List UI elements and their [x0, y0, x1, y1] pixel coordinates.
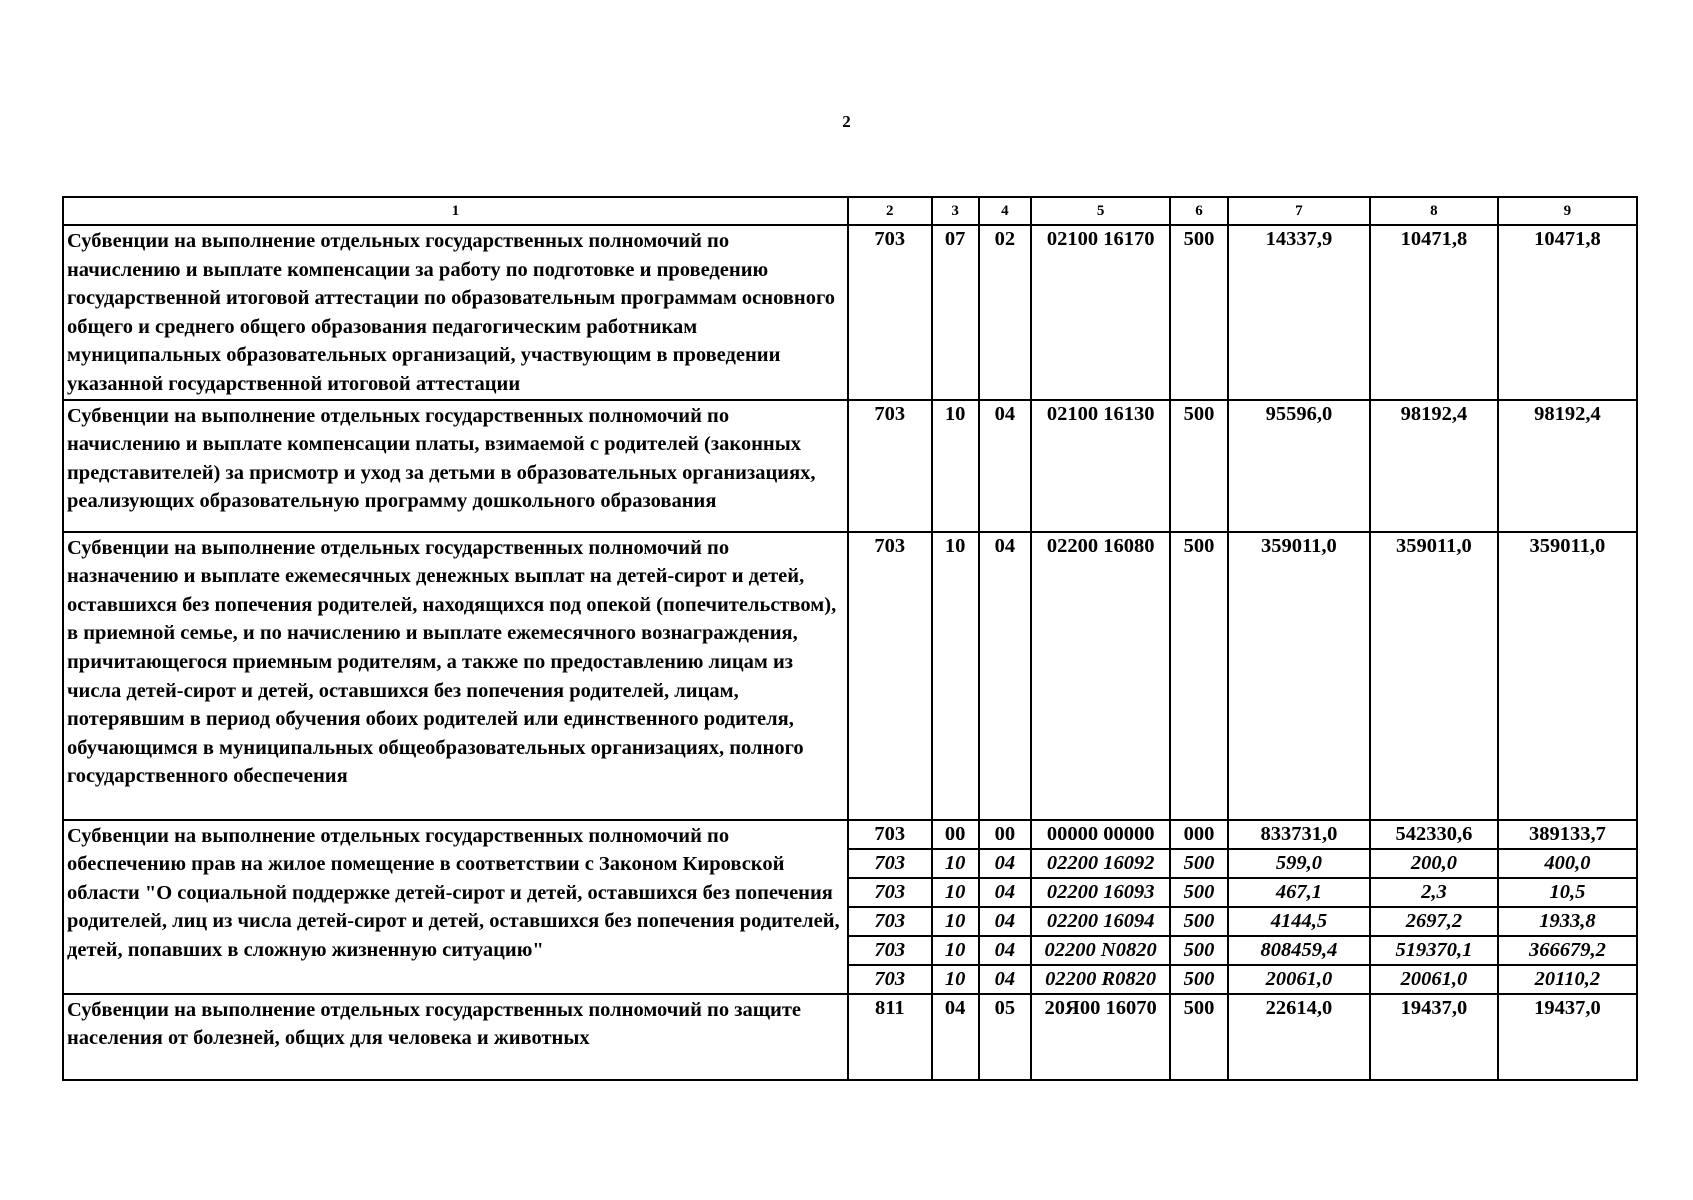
cell-amount-7: 95596,0 [1228, 400, 1370, 532]
cell-section: 10 [932, 936, 979, 965]
cell-expense-type: 500 [1170, 965, 1228, 994]
cell-admin-code: 703 [848, 878, 932, 907]
cell-amount-8: 19437,0 [1370, 994, 1498, 1080]
cell-amount-9: 1933,8 [1498, 907, 1637, 936]
cell-amount-8: 20061,0 [1370, 965, 1498, 994]
table-row [63, 994, 1637, 1080]
cell-section: 07 [932, 225, 979, 400]
cell-admin-code: 703 [848, 907, 932, 936]
cell-amount-8: 2697,2 [1370, 907, 1498, 936]
column-number: 6 [1170, 197, 1228, 225]
cell-expense-type: 500 [1170, 907, 1228, 936]
cell-target-article: 02100 16130 [1031, 400, 1170, 532]
column-number: 4 [979, 197, 1031, 225]
cell-subsection: 02 [979, 225, 1031, 400]
cell-section: 10 [932, 532, 979, 820]
cell-amount-7: 20061,0 [1228, 965, 1370, 994]
cell-expense-type: 500 [1170, 532, 1228, 820]
row-description: Субвенции на выполнение отдельных государственных полномочий по назначению и выплате ежемесячных денежных выплат на детей-сирот и детей, оставшихся без попечения родителей, находящихся под опекой (попечительством), в приемной семье, и по начислению и выплате ежемесячного вознаграждения, причитающегося приемным родителям, а также по предоставлению лицам из числа детей-сирот и детей, оставшихся без попечения родителей, лицам, потерявшим в период обучения обоих родителей или единственного родителя, обучающимся в муниципальных общеобразовательных организациях, полного государственного обеспечения [63, 532, 848, 820]
cell-target-article: 00000 00000 [1031, 820, 1170, 849]
cell-amount-8: 519370,1 [1370, 936, 1498, 965]
row-description: Субвенции на выполнение отдельных государственных полномочий по обеспечению прав на жилое помещение в соответствии с Законом Кировской области "О социальной поддержке детей-сирот и детей, оставшихся без попечения родителей, лиц из числа детей-сирот и детей, оставшихся без попечения родителей, детей, попавших в сложную жизненную ситуацию" [63, 820, 848, 994]
cell-expense-type: 500 [1170, 849, 1228, 878]
cell-subsection: 04 [979, 532, 1031, 820]
cell-admin-code: 703 [848, 936, 932, 965]
table-row [63, 532, 1637, 820]
column-number: 3 [932, 197, 979, 225]
cell-subsection: 00 [979, 820, 1031, 849]
page-number: 2 [842, 112, 851, 131]
cell-target-article: 02200 N0820 [1031, 936, 1170, 965]
cell-amount-7: 599,0 [1228, 849, 1370, 878]
column-number: 2 [848, 197, 932, 225]
cell-amount-9: 10,5 [1498, 878, 1637, 907]
cell-admin-code: 811 [848, 994, 932, 1080]
cell-admin-code: 703 [848, 225, 932, 400]
cell-amount-7: 22614,0 [1228, 994, 1370, 1080]
column-number: 8 [1370, 197, 1498, 225]
cell-subsection: 04 [979, 965, 1031, 994]
cell-amount-7: 467,1 [1228, 878, 1370, 907]
cell-section: 00 [932, 820, 979, 849]
cell-admin-code: 703 [848, 820, 932, 849]
cell-section: 10 [932, 400, 979, 532]
cell-amount-9: 366679,2 [1498, 936, 1637, 965]
cell-subsection: 04 [979, 907, 1031, 936]
cell-section: 10 [932, 878, 979, 907]
cell-target-article: 02200 16092 [1031, 849, 1170, 878]
cell-target-article: 02100 16170 [1031, 225, 1170, 400]
cell-amount-7: 14337,9 [1228, 225, 1370, 400]
column-number: 7 [1228, 197, 1370, 225]
cell-amount-9: 10471,8 [1498, 225, 1637, 400]
cell-amount-8: 359011,0 [1370, 532, 1498, 820]
cell-expense-type: 500 [1170, 225, 1228, 400]
table-row-group-total [63, 820, 1637, 849]
column-number: 5 [1031, 197, 1170, 225]
table-row [63, 400, 1637, 532]
cell-amount-7: 4144,5 [1228, 907, 1370, 936]
cell-amount-7: 808459,4 [1228, 936, 1370, 965]
cell-amount-8: 2,3 [1370, 878, 1498, 907]
cell-amount-8: 542330,6 [1370, 820, 1498, 849]
cell-expense-type: 000 [1170, 820, 1228, 849]
cell-admin-code: 703 [848, 400, 932, 532]
budget-table [62, 196, 1638, 1081]
cell-amount-8: 10471,8 [1370, 225, 1498, 400]
cell-target-article: 02200 16080 [1031, 532, 1170, 820]
column-number: 9 [1498, 197, 1637, 225]
cell-subsection: 05 [979, 994, 1031, 1080]
cell-expense-type: 500 [1170, 878, 1228, 907]
cell-admin-code: 703 [848, 532, 932, 820]
table-row [63, 225, 1637, 400]
column-number: 1 [63, 197, 848, 225]
cell-amount-8: 200,0 [1370, 849, 1498, 878]
cell-admin-code: 703 [848, 849, 932, 878]
cell-amount-7: 833731,0 [1228, 820, 1370, 849]
cell-admin-code: 703 [848, 965, 932, 994]
cell-subsection: 04 [979, 849, 1031, 878]
cell-subsection: 04 [979, 936, 1031, 965]
cell-expense-type: 500 [1170, 994, 1228, 1080]
cell-target-article: 02200 16093 [1031, 878, 1170, 907]
cell-amount-9: 389133,7 [1498, 820, 1637, 849]
cell-section: 10 [932, 849, 979, 878]
cell-expense-type: 500 [1170, 936, 1228, 965]
cell-section: 04 [932, 994, 979, 1080]
cell-target-article: 02200 R0820 [1031, 965, 1170, 994]
cell-subsection: 04 [979, 878, 1031, 907]
cell-amount-8: 98192,4 [1370, 400, 1498, 532]
row-description: Субвенции на выполнение отдельных государственных полномочий по начислению и выплате компенсации за работу по подготовке и проведению государственной итоговой аттестации по образовательным программам основного общего и среднего общего образования педагогическим работникам муниципальных образовательных организаций, участвующим в проведении указанной государственной итоговой аттестации [63, 225, 848, 400]
cell-amount-7: 359011,0 [1228, 532, 1370, 820]
cell-amount-9: 19437,0 [1498, 994, 1637, 1080]
row-description: Субвенции на выполнение отдельных государственных полномочий по защите населения от болезней, общих для человека и животных [63, 994, 848, 1080]
cell-expense-type: 500 [1170, 400, 1228, 532]
cell-amount-9: 359011,0 [1498, 532, 1637, 820]
column-number-header-row [63, 197, 1637, 225]
cell-amount-9: 98192,4 [1498, 400, 1637, 532]
cell-section: 10 [932, 965, 979, 994]
cell-target-article: 20Я00 16070 [1031, 994, 1170, 1080]
cell-target-article: 02200 16094 [1031, 907, 1170, 936]
cell-section: 10 [932, 907, 979, 936]
cell-amount-9: 400,0 [1498, 849, 1637, 878]
cell-amount-9: 20110,2 [1498, 965, 1637, 994]
row-description: Субвенции на выполнение отдельных государственных полномочий по начислению и выплате компенсации платы, взимаемой с родителей (законных представителей) за присмотр и уход за детьми в образовательных организациях, реализующих образовательную программу дошкольного образования [63, 400, 848, 532]
cell-subsection: 04 [979, 400, 1031, 532]
